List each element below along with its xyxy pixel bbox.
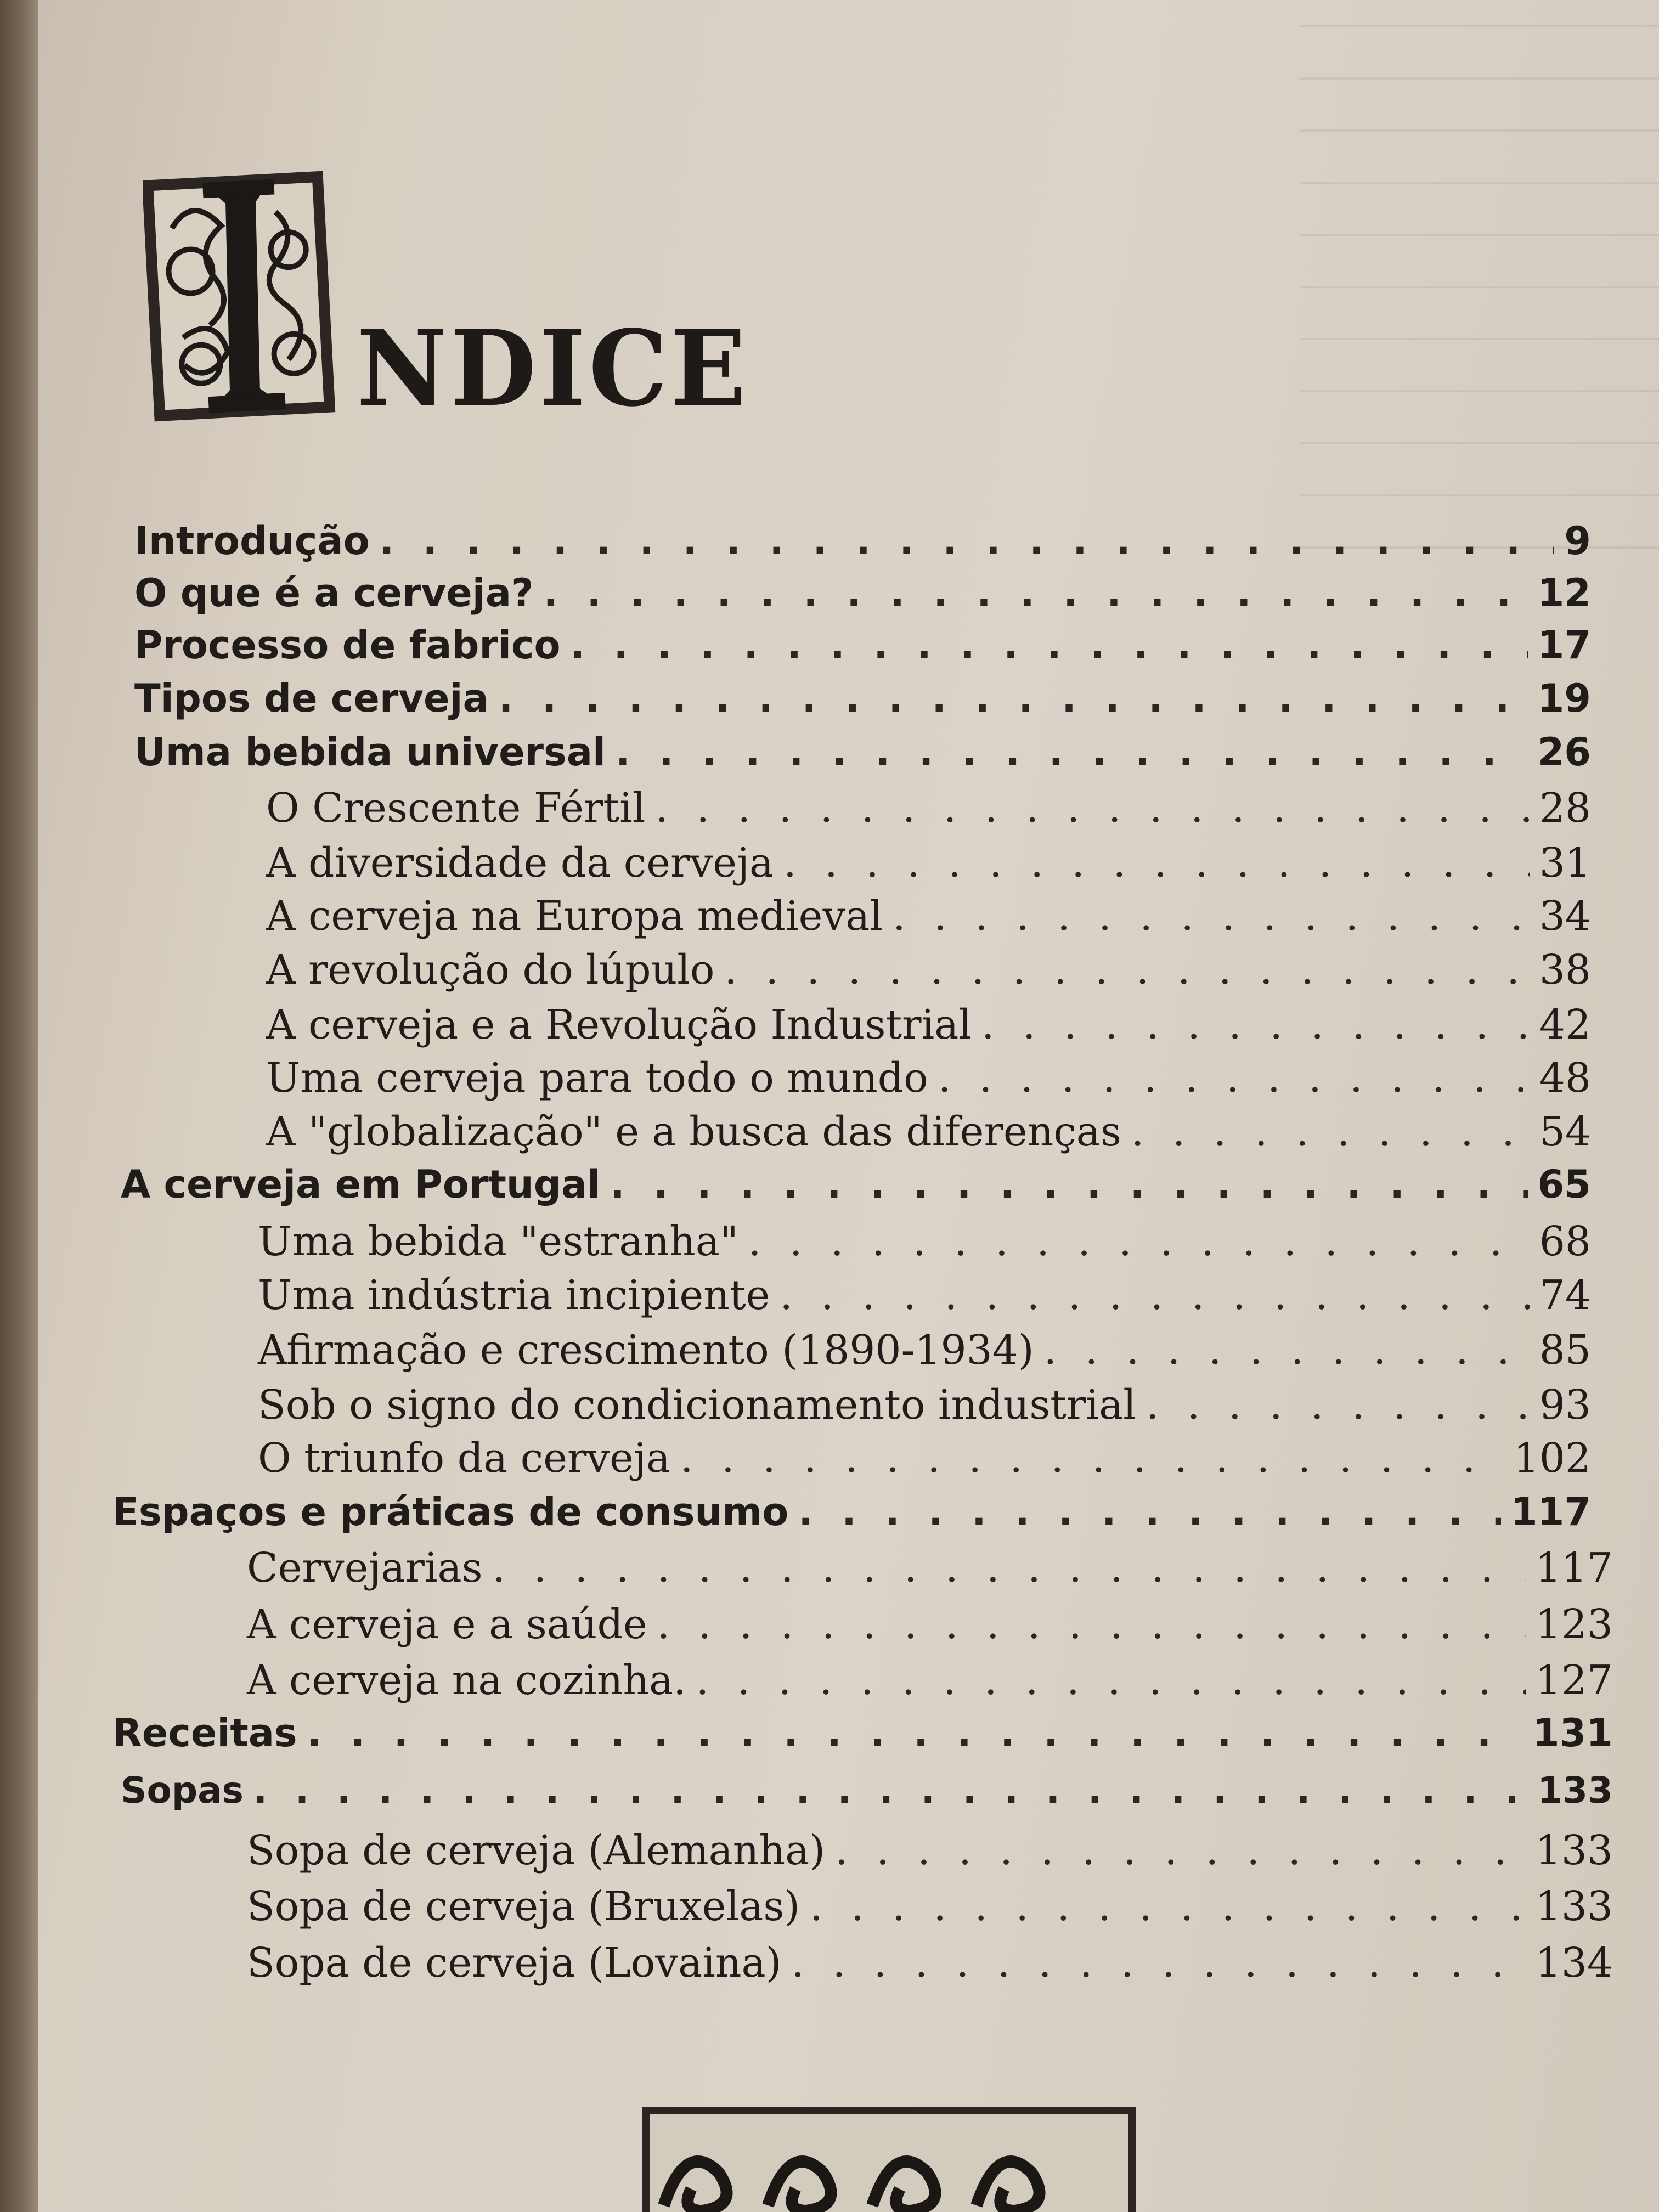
toc-entry-label: Uma bebida "estranha" <box>258 1218 738 1265</box>
toc-entry-label: A cerveja e a Revolução Industrial <box>266 1001 972 1048</box>
dot-leader <box>253 1769 1527 1812</box>
toc-entry <box>112 1489 1591 1534</box>
toc-entry <box>134 730 1591 775</box>
toc-entry-label: Uma bebida universal <box>134 730 606 775</box>
toc-page-number: 28 <box>1539 785 1591 832</box>
toc-page-number: 12 <box>1537 571 1591 616</box>
toc-page-number: 133 <box>1535 1883 1613 1930</box>
table-of-contents <box>38 0 1659 2212</box>
dot-leader <box>571 623 1528 668</box>
dot-leader <box>780 1272 1529 1319</box>
dot-leader <box>680 1435 1504 1482</box>
toc-page-number: 42 <box>1539 1001 1591 1048</box>
toc-entry <box>134 623 1591 668</box>
dot-leader <box>657 1601 1526 1648</box>
toc-entry-label: A cerveja em Portugal <box>121 1162 601 1207</box>
decorative-ornament-icon <box>642 2101 1136 2212</box>
dot-leader <box>544 571 1528 616</box>
toc-entry <box>247 1657 1613 1704</box>
toc-page-number: 19 <box>1537 676 1591 721</box>
toc-entry <box>134 571 1591 616</box>
dot-leader <box>783 839 1530 887</box>
toc-entry-label: Sopas <box>121 1769 244 1812</box>
toc-entry <box>247 1939 1613 1987</box>
toc-page-number: 134 <box>1535 1939 1613 1987</box>
dot-leader <box>610 1162 1528 1207</box>
dot-leader <box>493 1544 1526 1592</box>
book-page <box>38 0 1659 2212</box>
toc-entry-label: Sopa de cerveja (Alemanha) <box>247 1827 826 1874</box>
dot-leader <box>893 893 1530 940</box>
toc-page-number: 54 <box>1539 1108 1591 1155</box>
dot-leader <box>724 946 1529 994</box>
book-binding <box>0 0 38 2212</box>
dot-leader <box>1146 1381 1530 1429</box>
toc-entry <box>258 1218 1591 1265</box>
toc-page-number: 26 <box>1537 730 1591 775</box>
toc-entry-label: Sob o signo do condicionamento industrial <box>258 1381 1136 1429</box>
toc-entry <box>266 839 1591 887</box>
toc-entry-label: A diversidade da cerveja <box>266 839 774 887</box>
toc-entry <box>258 1381 1591 1429</box>
dot-leader <box>810 1883 1526 1930</box>
toc-page-number: 102 <box>1513 1435 1591 1482</box>
toc-entry-label: A cerveja e a saúde <box>247 1601 647 1648</box>
toc-entry-label: Processo de fabrico <box>134 623 561 668</box>
toc-entry-label: Espaços e práticas de consumo <box>112 1489 789 1534</box>
toc-entry-label: Sopa de cerveja (Lovaina) <box>247 1939 782 1987</box>
toc-page-number: 9 <box>1564 518 1591 563</box>
toc-entry <box>247 1883 1613 1930</box>
toc-entry-label: Tipos de cerveja <box>134 676 489 721</box>
dot-leader <box>380 518 1555 563</box>
toc-entry <box>247 1601 1613 1648</box>
toc-page-number: 123 <box>1535 1601 1613 1648</box>
dot-leader <box>499 676 1528 721</box>
toc-entry <box>121 1162 1591 1207</box>
toc-page-number: 31 <box>1539 839 1591 887</box>
dot-leader <box>307 1711 1523 1756</box>
dot-leader <box>798 1489 1501 1534</box>
toc-page-number: 65 <box>1537 1162 1591 1207</box>
title-text: NDICE <box>357 307 749 430</box>
toc-entry-label: O Crescente Fértil <box>266 785 646 832</box>
dot-leader <box>616 730 1528 775</box>
toc-page-number: 68 <box>1539 1218 1591 1265</box>
toc-entry <box>121 1769 1613 1812</box>
dot-leader <box>748 1218 1530 1265</box>
toc-entry-label: Afirmação e crescimento (1890-1934) <box>258 1327 1034 1374</box>
toc-entry-label: Introdução <box>134 518 370 563</box>
toc-entry <box>266 785 1591 832</box>
toc-page-number: 85 <box>1539 1327 1591 1374</box>
dot-leader <box>696 1657 1526 1704</box>
toc-entry-label: A "globalização" e a busca das diferenças <box>266 1108 1121 1155</box>
toc-entry-label: O triunfo da cerveja <box>258 1435 671 1482</box>
dot-leader <box>981 1001 1530 1048</box>
toc-entry <box>258 1272 1591 1319</box>
toc-page-number: 131 <box>1532 1711 1613 1756</box>
toc-entry <box>266 1001 1591 1048</box>
toc-page-number: 34 <box>1539 893 1591 940</box>
toc-entry-label: Sopa de cerveja (Bruxelas) <box>247 1883 800 1930</box>
dot-leader <box>1044 1327 1530 1374</box>
toc-entry <box>134 676 1591 721</box>
toc-page-number: 117 <box>1510 1489 1591 1534</box>
toc-entry-label: Receitas <box>112 1711 297 1756</box>
toc-entry-label: A cerveja na Europa medieval <box>266 893 883 940</box>
toc-page-number: 38 <box>1539 946 1591 994</box>
dot-leader <box>792 1939 1526 1987</box>
toc-entry <box>266 946 1591 994</box>
dot-leader <box>655 785 1529 832</box>
toc-entry <box>266 1054 1591 1102</box>
toc-page-number: 127 <box>1535 1657 1613 1704</box>
toc-entry <box>266 893 1591 940</box>
toc-entry <box>258 1435 1591 1482</box>
dot-leader <box>835 1827 1526 1874</box>
toc-entry-label: Cervejarias <box>247 1544 483 1592</box>
toc-entry <box>134 518 1591 563</box>
toc-entry-label: A revolução do lúpulo <box>266 946 715 994</box>
toc-entry-label: O que é a cerveja? <box>134 571 534 616</box>
toc-entry <box>258 1327 1591 1374</box>
toc-page-number: 17 <box>1537 623 1591 668</box>
dot-leader <box>1131 1108 1530 1155</box>
toc-entry-label: Uma cerveja para todo o mundo <box>266 1054 928 1102</box>
toc-entry <box>112 1711 1613 1756</box>
toc-entry <box>247 1827 1613 1874</box>
toc-entry-label: A cerveja na cozinha. <box>247 1657 686 1704</box>
toc-page-number: 133 <box>1537 1769 1613 1812</box>
toc-page-number: 74 <box>1539 1272 1591 1319</box>
toc-page-number: 133 <box>1535 1827 1613 1874</box>
toc-page-number: 93 <box>1539 1381 1591 1429</box>
toc-page-number: 117 <box>1535 1544 1613 1592</box>
toc-entry <box>266 1108 1591 1155</box>
toc-entry-label: Uma indústria incipiente <box>258 1272 770 1319</box>
dot-leader <box>938 1054 1530 1102</box>
toc-entry <box>247 1544 1613 1592</box>
toc-page-number: 48 <box>1539 1054 1591 1102</box>
